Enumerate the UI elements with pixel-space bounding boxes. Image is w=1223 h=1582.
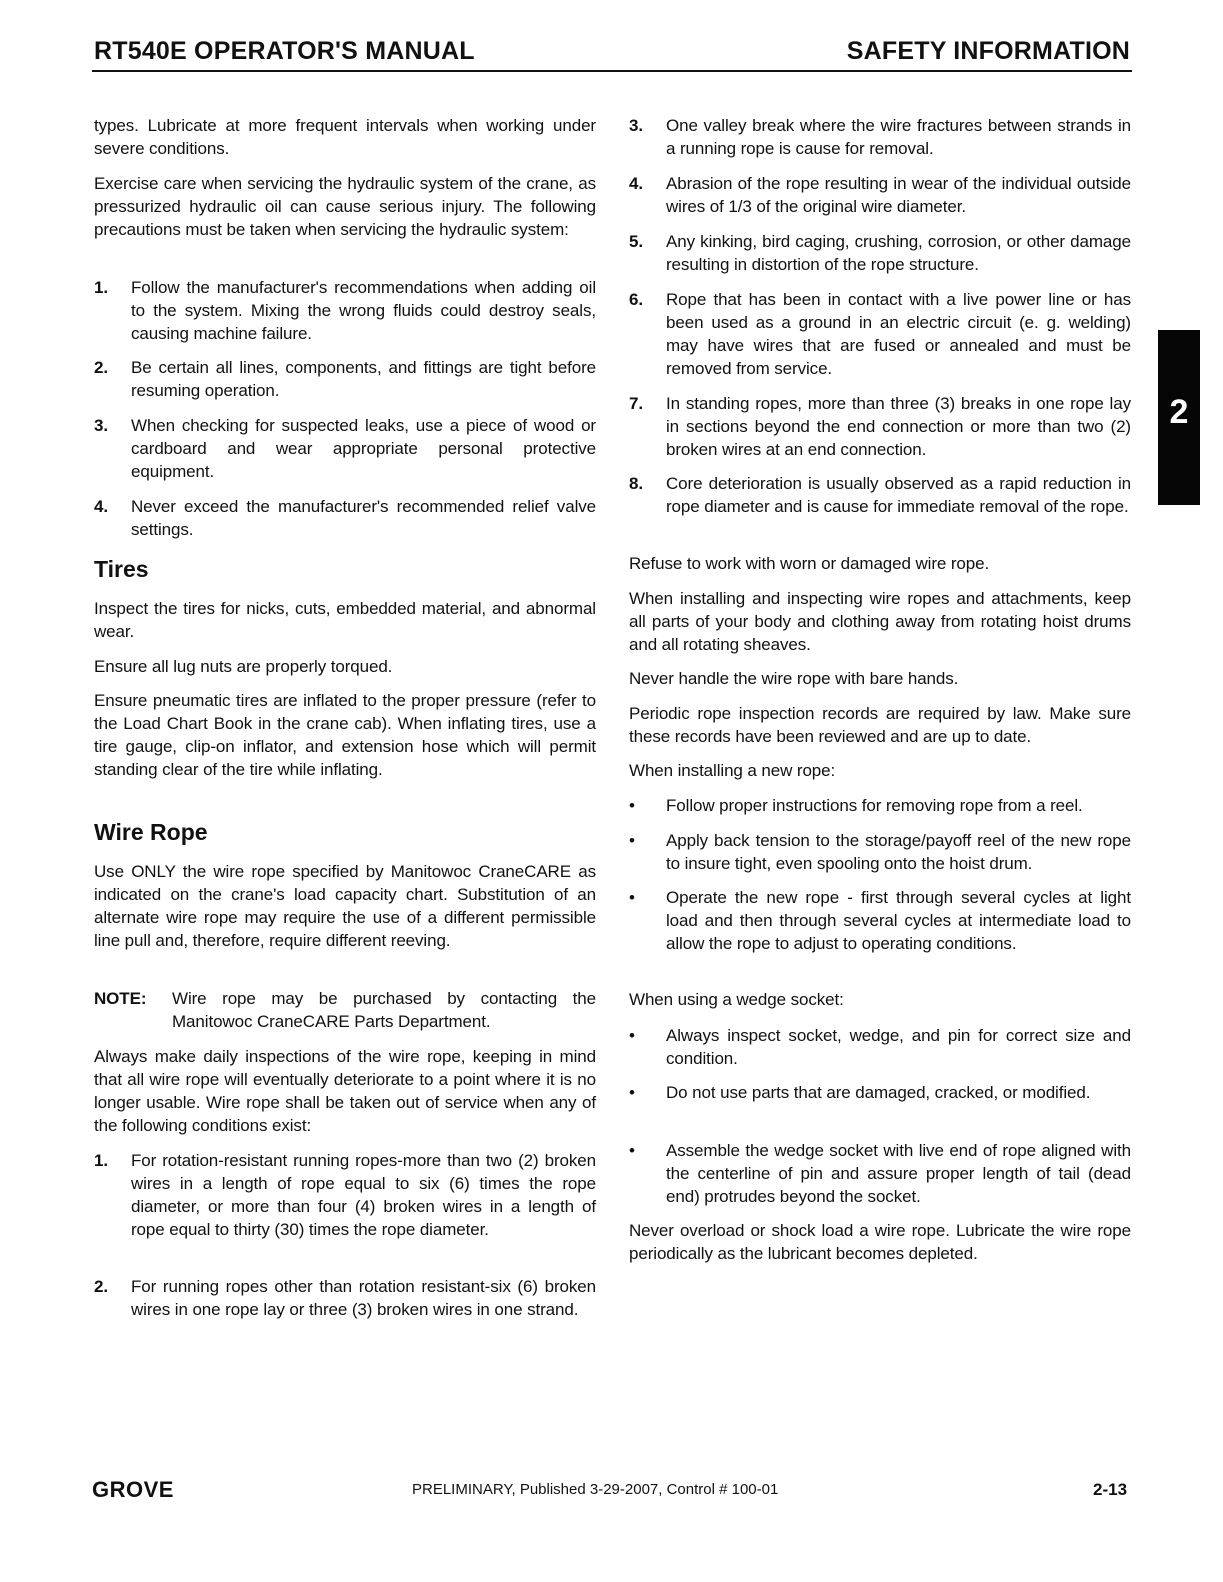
- list-item: [629, 114, 1131, 160]
- list-item: [94, 1275, 596, 1321]
- list-item: [94, 495, 596, 541]
- header-rule: [92, 70, 1132, 72]
- bullet-icon: •: [629, 1026, 635, 1045]
- bullet-text: Follow proper instructions for removing rope from a reel.: [666, 796, 1083, 815]
- item-number: 7.: [629, 394, 643, 413]
- note: [94, 987, 596, 1033]
- item-text: Any kinking, bird caging, crushing, corrosion, or other damage resulting in distortion of the rope structure.: [666, 232, 1131, 274]
- list-item: [629, 172, 1131, 218]
- list-item: [94, 1149, 596, 1241]
- bullet-text: Always inspect socket, wedge, and pin for correct size and condition.: [666, 1026, 1131, 1068]
- item-number: 3.: [94, 416, 108, 435]
- item-number: 5.: [629, 232, 643, 251]
- bullet-icon: •: [629, 796, 635, 815]
- heading-tires: Tires: [94, 556, 149, 582]
- item-number: 2.: [94, 1277, 108, 1296]
- note-text: Wire rope may be purchased by contacting the Manitowoc CraneCARE Parts Department.: [172, 989, 596, 1031]
- bullet-icon: •: [629, 831, 635, 850]
- paragraph: When installing a new rope:: [629, 761, 836, 780]
- section-title: SAFETY INFORMATION: [846, 37, 1130, 65]
- list-item: [629, 230, 1131, 276]
- bullet-icon: •: [629, 1083, 635, 1102]
- item-number: 2.: [94, 358, 108, 377]
- item-number: 4.: [94, 497, 108, 516]
- bullet-icon: •: [629, 888, 635, 907]
- list-item: [94, 414, 596, 483]
- bullet-icon: •: [629, 1141, 635, 1160]
- list-item: [629, 392, 1131, 461]
- bullet-item: [629, 794, 1131, 817]
- bullet-item: [629, 829, 1131, 875]
- item-text: One valley break where the wire fractures between strands in a running rope is cause for removal.: [666, 116, 1131, 158]
- bullet-item: [629, 1024, 1131, 1070]
- page-number: 2-13: [1093, 1480, 1128, 1499]
- item-text: Follow the manufacturer's recommendations when adding oil to the system. Mixing the wrong fluids could destroy seals, causing machine failure.: [131, 278, 596, 343]
- item-number: 1.: [94, 1151, 108, 1170]
- bullet-text: Assemble the wedge socket with live end of rope aligned with the centerline of pin and assure proper length of tail (dead end) protrudes beyond the socket.: [666, 1141, 1131, 1206]
- item-number: 8.: [629, 474, 643, 493]
- item-text: In standing ropes, more than three (3) breaks in one rope lay in sections beyond the end connection or more than two (2) broken wires at an end connection.: [666, 394, 1131, 459]
- paragraph: Use ONLY the wire rope specified by Manitowoc CraneCARE as indicated on the crane's load capacity chart. Substitution of an alternate wire rope may require the use of a different permissible line pull and, therefore, require different reeving.: [94, 862, 596, 950]
- item-text: Be certain all lines, components, and fittings are tight before resuming operation.: [131, 358, 596, 400]
- paragraph: Inspect the tires for nicks, cuts, embedded material, and abnormal wear.: [94, 599, 596, 641]
- note-label: NOTE:: [94, 989, 147, 1008]
- bullet-text: Do not use parts that are damaged, cracked, or modified.: [666, 1083, 1091, 1102]
- manual-title: RT540E OPERATOR'S MANUAL: [94, 37, 475, 65]
- paragraph: Refuse to work with worn or damaged wire rope.: [629, 554, 990, 573]
- bullet-item: [629, 886, 1131, 955]
- list-item: [94, 276, 596, 345]
- heading-wire-rope: Wire Rope: [94, 819, 208, 845]
- chapter-tab: [1158, 330, 1200, 505]
- item-text: Never exceed the manufacturer's recommended relief valve settings.: [131, 497, 596, 539]
- paragraph: types. Lubricate at more frequent intervals when working under severe conditions.: [94, 116, 596, 158]
- list-item: [629, 472, 1131, 518]
- item-text: For running ropes other than rotation resistant-six (6) broken wires in one rope lay or three (3) broken wires in one strand.: [131, 1277, 596, 1319]
- bullet-text: Operate the new rope - first through several cycles at light load and then through several cycles at intermediate load to allow the rope to adjust to operating conditions.: [666, 888, 1131, 953]
- paragraph: Exercise care when servicing the hydraulic system of the crane, as pressurized hydraulic oil can cause serious injury. The following precautions must be taken when servicing the hydraulic system:: [94, 174, 596, 239]
- bullet-text: Apply back tension to the storage/payoff reel of the new rope to insure tight, even spooling onto the hoist drum.: [666, 831, 1131, 873]
- paragraph: Never handle the wire rope with bare hands.: [629, 669, 959, 688]
- grove-logo: GROVE: [92, 1477, 174, 1502]
- paragraph: Always make daily inspections of the wire rope, keeping in mind that all wire rope will eventually deteriorate to a point where it is no longer usable. Wire rope shall be taken out of service when any of the following conditions exist:: [94, 1047, 596, 1135]
- item-text: Rope that has been in contact with a live power line or has been used as a ground in an electric circuit (e. g. welding) may have wires that are fused or annealed and must be removed from service.: [666, 290, 1131, 378]
- paragraph: When using a wedge socket:: [629, 990, 844, 1009]
- item-number: 3.: [629, 116, 643, 135]
- paragraph: Ensure pneumatic tires are inflated to the proper pressure (refer to the Load Chart Book in the crane cab). When inflating tires, use a tire gauge, clip-on inflator, and extension hose which will permit standing clear of the tire while inflating.: [94, 691, 596, 779]
- item-number: 1.: [94, 278, 108, 297]
- paragraph: Never overload or shock load a wire rope. Lubricate the wire rope periodically as the lubricant becomes depleted.: [629, 1221, 1131, 1263]
- item-text: For rotation-resistant running ropes-more than two (2) broken wires in a length of rope equal to six (6) times the rope diameter, or more than four (4) broken wires in a length of rope equal to thirty (30) times the rope diameter.: [131, 1151, 596, 1239]
- item-text: When checking for suspected leaks, use a piece of wood or cardboard and wear appropriate personal protective equipment.: [131, 416, 596, 481]
- item-text: Abrasion of the rope resulting in wear of the individual outside wires of 1/3 of the original wire diameter.: [666, 174, 1131, 216]
- item-number: 6.: [629, 290, 643, 309]
- publication-info: PRELIMINARY, Published 3-29-2007, Control # 100-01: [412, 1481, 779, 1498]
- list-item: [629, 288, 1131, 380]
- bullet-item: [629, 1081, 1131, 1104]
- bullet-item: [629, 1139, 1131, 1208]
- item-text: Core deterioration is usually observed as a rapid reduction in rope diameter and is cause for immediate removal of the rope.: [666, 474, 1131, 516]
- list-item: [94, 356, 596, 402]
- paragraph: Periodic rope inspection records are required by law. Make sure these records have been reviewed and are up to date.: [629, 704, 1131, 746]
- paragraph: When installing and inspecting wire ropes and attachments, keep all parts of your body and clothing away from rotating hoist drums and all rotating sheaves.: [629, 589, 1131, 654]
- paragraph: Ensure all lug nuts are properly torqued.: [94, 657, 393, 676]
- chapter-number: 2: [1169, 393, 1189, 431]
- item-number: 4.: [629, 174, 643, 193]
